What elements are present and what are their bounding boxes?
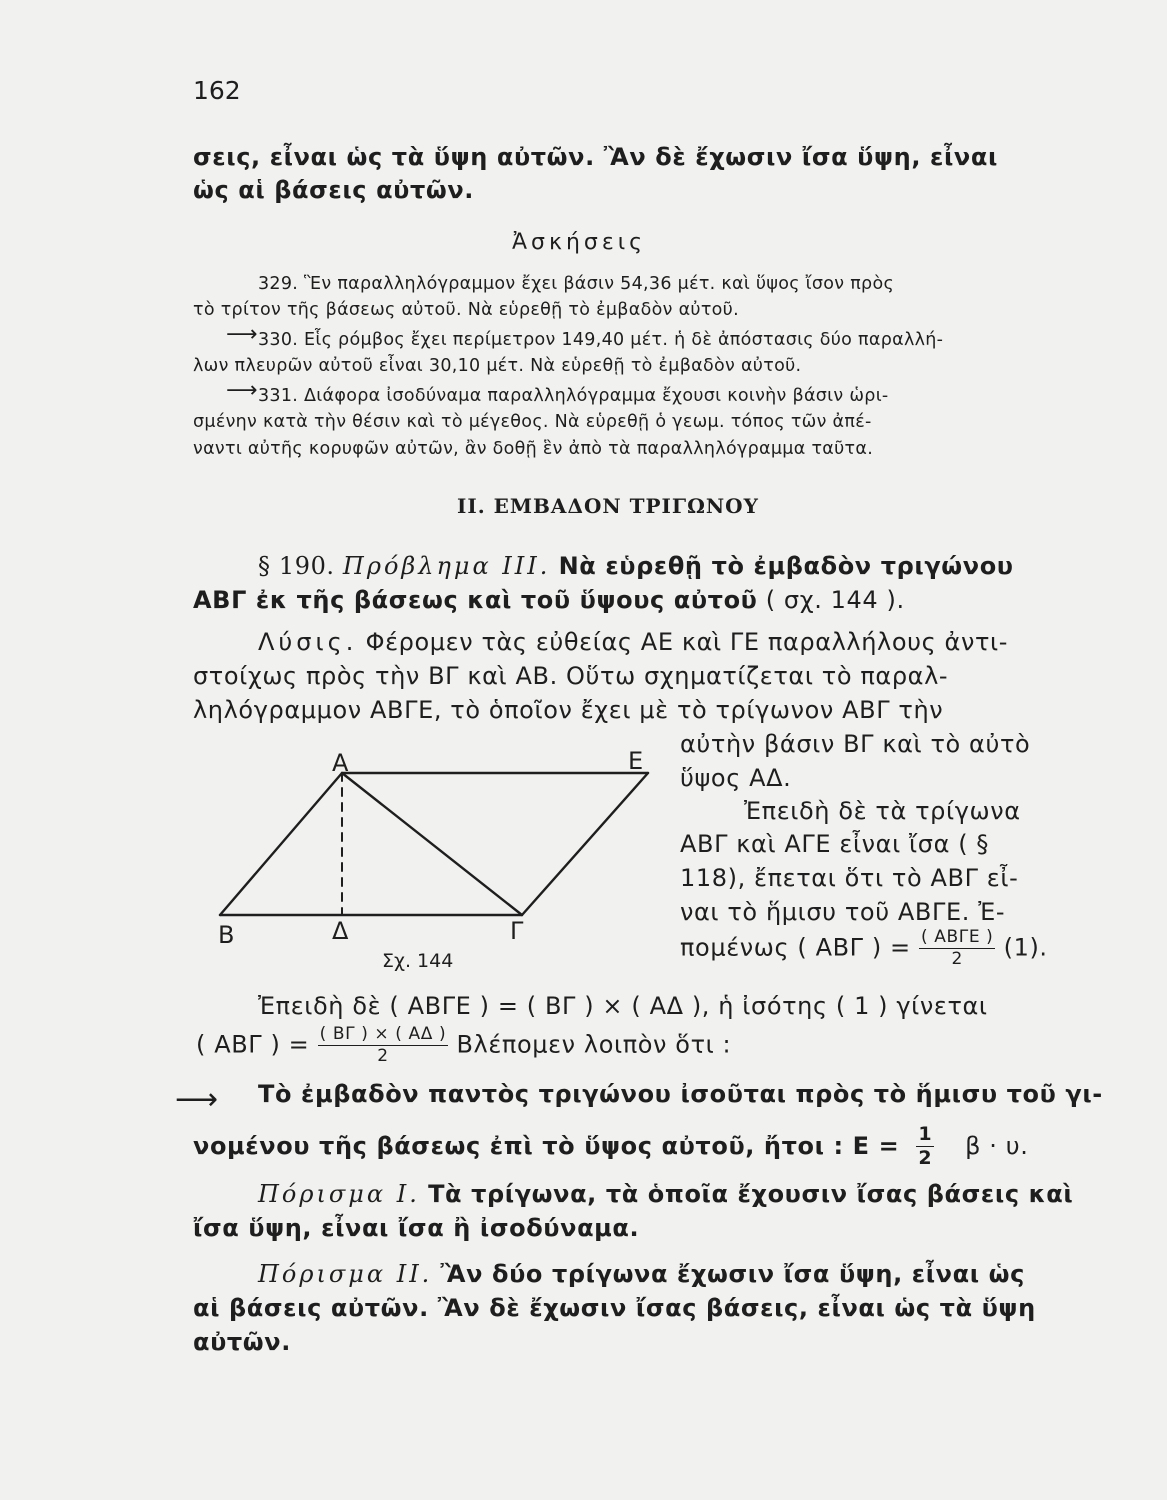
fraction-denominator: 2 xyxy=(951,948,963,969)
vertex-label-e: Ε xyxy=(628,747,644,775)
rule-formula-end: β · υ. xyxy=(965,1131,1029,1160)
problem-label: Πρόβλημα ΙΙΙ. xyxy=(342,552,551,580)
solution-label: Λύσις. xyxy=(258,628,358,656)
equation-conclusion: Βλέπομεν λοιπὸν ὅτι : xyxy=(456,1030,732,1059)
problem-line-1 xyxy=(258,552,1014,580)
figure-144 xyxy=(200,745,670,980)
solution-line-6: Ἐπειδὴ δὲ τὰ τρίγωνα xyxy=(744,797,1021,825)
solution-line-9: ναι τὸ ἥμισυ τοῦ ΑΒΓΕ. Ἐ- xyxy=(680,898,1006,926)
intro-line-1: σεις, εἶναι ὡς τὰ ὕψη αὐτῶν. Ἂν δὲ ἔχωσιν ἴσα ὕψη, εἶναι xyxy=(193,143,998,171)
fraction-bg-ad-over-2 xyxy=(318,1025,449,1066)
solution-text-1: Φέρομεν τὰς εὐθείας ΑΕ καὶ ΓΕ παραλλήλους ἀντι- xyxy=(365,628,1008,656)
fraction-abge-over-2 xyxy=(919,928,995,969)
exercise-331-line-2: σμένην κατὰ τὴν θέσιν καὶ τὸ μέγεθος. Νὰ εὑρεθῇ ὁ γεωμ. τόπος τῶν ἀπέ- xyxy=(193,412,872,432)
exercise-331-line-3: ναντι αὐτῆς κορυφῶν αὐτῶν, ἂν δοθῇ ἓν ἀπὸ τὰ παραλληλόγραμμα ταῦτα. xyxy=(193,439,874,459)
margin-arrow-icon: ⟶ xyxy=(226,322,258,347)
problem-reference: ( σχ. 144 ). xyxy=(765,586,905,614)
fraction-denominator: 2 xyxy=(377,1045,389,1066)
solution-text-10: πομένως ( ΑΒΓ ) = xyxy=(680,933,911,962)
corollary-2-line-3: αὐτῶν. xyxy=(193,1328,291,1356)
rule-line-2 xyxy=(193,1124,1028,1170)
corollary-1-line-2: ἴσα ὕψη, εἶναι ἴσα ἢ ἰσοδύναμα. xyxy=(193,1214,640,1242)
section-heading: ΙΙ. ΕΜΒΑΔΟΝ ΤΡΙΓΩΝΟΥ xyxy=(457,494,759,518)
solution-line-5: ὕψος ΑΔ. xyxy=(680,764,792,792)
exercise-329-line-2: τὸ τρίτον τῆς βάσεως αὐτοῦ. Νὰ εὑρεθῇ τὸ ἐμβαδὸν αὐτοῦ. xyxy=(193,300,739,320)
segment-ge xyxy=(522,773,648,915)
margin-arrow-icon: ⟶ xyxy=(226,378,258,403)
fraction-one-half xyxy=(916,1124,934,1170)
paragraph-number: § 190. xyxy=(258,552,335,580)
figure-caption: Σχ. 144 xyxy=(382,950,454,972)
fraction-numerator: ( ΑΒΓΕ ) xyxy=(921,927,994,947)
margin-arrow-icon: ⟶ xyxy=(175,1082,219,1117)
exercises-heading: Ἀσκήσεις xyxy=(512,230,647,255)
problem-text-1: Νὰ εὑρεθῇ τὸ ἐμβαδὸν τριγώνου xyxy=(558,552,1014,580)
exercise-331-line-1: 331. Διάφορα ἰσοδύναμα παραλληλόγραμμα ἔχουσι κοινὴν βάσιν ὡρι- xyxy=(258,386,889,406)
solution-line-7: ΑΒΓ καὶ ΑΓΕ εἶναι ἴσα ( § xyxy=(680,830,990,858)
equation-lhs: ( ΑΒΓ ) = xyxy=(196,1030,310,1059)
fraction-numerator: 1 xyxy=(918,1123,933,1145)
rule-line-1: Τὸ ἐμβαδὸν παντὸς τριγώνου ἰσοῦται πρὸς τὸ ἥμισυ τοῦ γι- xyxy=(258,1080,1103,1108)
corollary-2-label: Πόρισμα ΙΙ. xyxy=(258,1260,433,1288)
exercise-330-line-1: 330. Εἷς ρόμβος ἔχει περίμετρον 149,40 μέτ. ἡ δὲ ἀπόστασις δύο παραλλή- xyxy=(258,330,944,350)
solution-line-2: στοίχως πρὸς τὴν ΒΓ καὶ ΑΒ. Οὕτω σχηματίζεται τὸ παραλ- xyxy=(193,662,949,690)
equation-line-2 xyxy=(196,1025,731,1066)
corollary-2-text-1: Ἂν δύο τρίγωνα ἔχωσιν ἴσα ὕψη, εἶναι ὡς xyxy=(440,1260,1025,1288)
equation-line-1: Ἐπειδὴ δὲ ( ΑΒΓΕ ) = ( ΒΓ ) × ( ΑΔ ), ἡ ἰσότης ( 1 ) γίνεται xyxy=(258,992,988,1020)
segment-ag xyxy=(342,773,522,915)
corollary-1-line-1 xyxy=(258,1180,1073,1208)
vertex-label-d: Δ xyxy=(332,917,349,945)
page-number: 162 xyxy=(193,76,241,105)
vertex-label-b: Β xyxy=(218,921,235,949)
exercise-329-line-1: 329. Ἓν παραλληλόγραμμον ἔχει βάσιν 54,36 μέτ. καὶ ὕψος ἴσον πρὸς xyxy=(258,274,895,294)
problem-text-2: ΑΒΓ ἐκ τῆς βάσεως καὶ τοῦ ὕψους αὐτοῦ xyxy=(193,586,758,614)
vertex-label-g: Γ xyxy=(510,917,524,945)
solution-line-4: αὐτὴν βάσιν ΒΓ καὶ τὸ αὐτὸ xyxy=(680,730,1031,758)
rule-text-2: νομένου τῆς βάσεως ἐπὶ τὸ ὕψος αὐτοῦ, ἤτοι : Ε = xyxy=(193,1131,900,1160)
solution-line-8: 118), ἔπεται ὅτι τὸ ΑΒΓ εἶ- xyxy=(680,864,1019,892)
solution-line-3: ληλόγραμμον ΑΒΓΕ, τὸ ὁποῖον ἔχει μὲ τὸ τρίγωνον ΑΒΓ τὴν xyxy=(193,696,944,724)
equation-number: (1). xyxy=(1003,933,1048,962)
exercise-330-line-2: λων πλευρῶν αὐτοῦ εἶναι 30,10 μέτ. Νὰ εὑρεθῇ τὸ ἐμβαδὸν αὐτοῦ. xyxy=(193,356,802,376)
problem-line-2 xyxy=(193,586,905,614)
corollary-2-line-1 xyxy=(258,1260,1025,1288)
fraction-numerator: ( ΒΓ ) × ( ΑΔ ) xyxy=(319,1024,447,1044)
corollary-2-line-2: αἱ βάσεις αὐτῶν. Ἂν δὲ ἔχωσιν ἴσας βάσεις, εἶναι ὡς τὰ ὕψη xyxy=(193,1294,1036,1322)
corollary-1-label: Πόρισμα Ι. xyxy=(258,1180,420,1208)
intro-line-2: ὡς αἱ βάσεις αὐτῶν. xyxy=(193,176,475,204)
solution-line-10 xyxy=(680,928,1048,969)
segment-ab xyxy=(220,773,342,915)
solution-line-1 xyxy=(258,628,1008,656)
fraction-denominator: 2 xyxy=(918,1146,933,1169)
corollary-1-text-1: Τὰ τρίγωνα, τὰ ὁποῖα ἔχουσιν ἴσας βάσεις καὶ xyxy=(428,1180,1074,1208)
vertex-label-a: Α xyxy=(332,749,349,777)
